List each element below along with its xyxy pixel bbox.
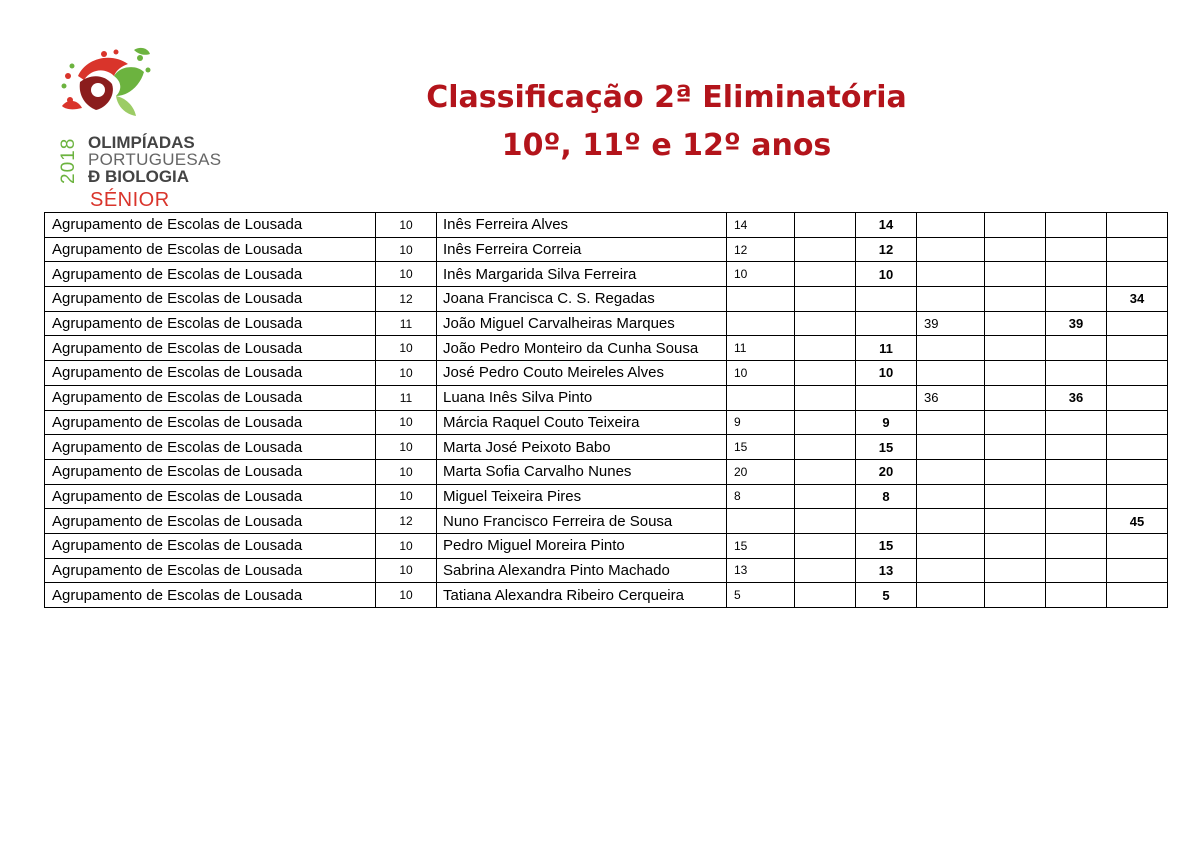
total-round2-cell (1046, 410, 1107, 435)
student-name-cell: Sabrina Alexandra Pinto Machado (437, 558, 727, 583)
total-round3-cell (1107, 262, 1168, 287)
student-name-cell: Luana Inês Silva Pinto (437, 385, 727, 410)
logo-line-2: PORTUGUESAS (88, 150, 222, 169)
score-round2-cell: 36 (917, 385, 985, 410)
total-round1-cell: 13 (856, 558, 917, 583)
total-round3-cell (1107, 385, 1168, 410)
year-cell: 10 (376, 237, 437, 262)
empty-cell (795, 410, 856, 435)
table-row (45, 583, 1168, 608)
empty-cell (985, 262, 1046, 287)
total-round3-cell (1107, 361, 1168, 386)
total-round2-cell: 39 (1046, 311, 1107, 336)
total-round1-cell: 15 (856, 533, 917, 558)
total-round3-cell (1107, 583, 1168, 608)
student-name-cell: Inês Margarida Silva Ferreira (437, 262, 727, 287)
table-row (45, 213, 1168, 238)
total-round2-cell (1046, 558, 1107, 583)
results-table-body (45, 213, 1168, 608)
empty-cell (795, 361, 856, 386)
school-cell: Agrupamento de Escolas de Lousada (45, 533, 376, 558)
year-cell: 10 (376, 361, 437, 386)
year-cell: 10 (376, 484, 437, 509)
empty-cell (985, 558, 1046, 583)
year-cell: 11 (376, 385, 437, 410)
total-round2-cell (1046, 336, 1107, 361)
year-cell: 12 (376, 509, 437, 534)
total-round3-cell: 45 (1107, 509, 1168, 534)
empty-cell (985, 213, 1046, 238)
total-round2-cell (1046, 484, 1107, 509)
total-round3-cell (1107, 533, 1168, 558)
student-name-cell: José Pedro Couto Meireles Alves (437, 361, 727, 386)
score-round2-cell (917, 361, 985, 386)
score-round1-cell: 15 (727, 435, 795, 460)
total-round1-cell: 10 (856, 361, 917, 386)
score-round2-cell (917, 262, 985, 287)
student-name-cell: Márcia Raquel Couto Teixeira (437, 410, 727, 435)
score-round1-cell (727, 287, 795, 312)
student-name-cell: Nuno Francisco Ferreira de Sousa (437, 509, 727, 534)
logo-line-1: OLIMPÍADAS (88, 133, 195, 152)
total-round2-cell: 36 (1046, 385, 1107, 410)
score-round1-cell (727, 385, 795, 410)
total-round2-cell (1046, 287, 1107, 312)
total-round1-cell: 14 (856, 213, 917, 238)
total-round1-cell: 15 (856, 435, 917, 460)
total-round3-cell (1107, 435, 1168, 460)
total-round1-cell: 12 (856, 237, 917, 262)
logo-emblem-icon (56, 46, 156, 122)
score-round2-cell (917, 410, 985, 435)
empty-cell (985, 484, 1046, 509)
total-round1-cell (856, 287, 917, 312)
empty-cell (795, 509, 856, 534)
total-round1-cell (856, 311, 917, 336)
empty-cell (985, 237, 1046, 262)
score-round1-cell (727, 509, 795, 534)
student-name-cell: Marta Sofia Carvalho Nunes (437, 459, 727, 484)
school-cell: Agrupamento de Escolas de Lousada (45, 311, 376, 336)
empty-cell (795, 287, 856, 312)
score-round2-cell (917, 484, 985, 509)
total-round2-cell (1046, 435, 1107, 460)
school-cell: Agrupamento de Escolas de Lousada (45, 287, 376, 312)
table-row (45, 435, 1168, 460)
total-round3-cell (1107, 484, 1168, 509)
school-cell: Agrupamento de Escolas de Lousada (45, 484, 376, 509)
total-round1-cell (856, 385, 917, 410)
total-round2-cell (1046, 361, 1107, 386)
student-name-cell: Pedro Miguel Moreira Pinto (437, 533, 727, 558)
empty-cell (795, 336, 856, 361)
score-round1-cell: 8 (727, 484, 795, 509)
year-cell: 11 (376, 311, 437, 336)
empty-cell (795, 459, 856, 484)
empty-cell (985, 336, 1046, 361)
total-round1-cell: 5 (856, 583, 917, 608)
table-row (45, 237, 1168, 262)
year-cell: 10 (376, 533, 437, 558)
total-round2-cell (1046, 583, 1107, 608)
olympiad-logo (56, 46, 231, 210)
year-cell: 10 (376, 213, 437, 238)
year-cell: 12 (376, 287, 437, 312)
table-row (45, 336, 1168, 361)
score-round1-cell: 20 (727, 459, 795, 484)
total-round3-cell (1107, 336, 1168, 361)
school-cell: Agrupamento de Escolas de Lousada (45, 385, 376, 410)
score-round1-cell: 13 (727, 558, 795, 583)
school-cell: Agrupamento de Escolas de Lousada (45, 509, 376, 534)
empty-cell (985, 361, 1046, 386)
logo-wordmark (88, 134, 221, 185)
empty-cell (985, 509, 1046, 534)
total-round2-cell (1046, 459, 1107, 484)
total-round3-cell (1107, 410, 1168, 435)
student-name-cell: João Pedro Monteiro da Cunha Sousa (437, 336, 727, 361)
total-round3-cell (1107, 459, 1168, 484)
logo-senior: SÉNIOR (90, 189, 170, 211)
school-cell: Agrupamento de Escolas de Lousada (45, 435, 376, 460)
table-row (45, 287, 1168, 312)
total-round2-cell (1046, 509, 1107, 534)
page-subtitle: 10º, 11º e 12º anos (501, 128, 832, 163)
score-round1-cell: 10 (727, 262, 795, 287)
year-cell: 10 (376, 410, 437, 435)
table-row (45, 385, 1168, 410)
empty-cell (795, 435, 856, 460)
empty-cell (795, 533, 856, 558)
score-round1-cell: 10 (727, 361, 795, 386)
table-row (45, 533, 1168, 558)
empty-cell (795, 558, 856, 583)
school-cell: Agrupamento de Escolas de Lousada (45, 558, 376, 583)
empty-cell (985, 385, 1046, 410)
student-name-cell: Tatiana Alexandra Ribeiro Cerqueira (437, 583, 727, 608)
empty-cell (985, 583, 1046, 608)
year-cell: 10 (376, 583, 437, 608)
total-round2-cell (1046, 213, 1107, 238)
student-name-cell: João Miguel Carvalheiras Marques (437, 311, 727, 336)
empty-cell (985, 287, 1046, 312)
empty-cell (985, 410, 1046, 435)
score-round2-cell (917, 213, 985, 238)
page-title: Classificação 2ª Eliminatória (426, 80, 907, 115)
total-round1-cell: 20 (856, 459, 917, 484)
table-row (45, 361, 1168, 386)
total-round3-cell (1107, 237, 1168, 262)
score-round2-cell (917, 583, 985, 608)
score-round2-cell (917, 509, 985, 534)
school-cell: Agrupamento de Escolas de Lousada (45, 237, 376, 262)
school-cell: Agrupamento de Escolas de Lousada (45, 583, 376, 608)
table-row (45, 558, 1168, 583)
empty-cell (795, 262, 856, 287)
student-name-cell: Inês Ferreira Correia (437, 237, 727, 262)
student-name-cell: Inês Ferreira Alves (437, 213, 727, 238)
score-round2-cell (917, 558, 985, 583)
year-cell: 10 (376, 336, 437, 361)
total-round3-cell (1107, 213, 1168, 238)
score-round2-cell (917, 287, 985, 312)
total-round2-cell (1046, 533, 1107, 558)
school-cell: Agrupamento de Escolas de Lousada (45, 262, 376, 287)
total-round3-cell (1107, 558, 1168, 583)
logo-line-3: Ð BIOLOGIA (88, 167, 190, 186)
results-table (44, 212, 1168, 608)
year-cell: 10 (376, 459, 437, 484)
score-round1-cell: 11 (727, 336, 795, 361)
score-round1-cell (727, 311, 795, 336)
empty-cell (985, 459, 1046, 484)
school-cell: Agrupamento de Escolas de Lousada (45, 336, 376, 361)
table-row (45, 459, 1168, 484)
total-round2-cell (1046, 262, 1107, 287)
score-round2-cell (917, 533, 985, 558)
score-round1-cell: 15 (727, 533, 795, 558)
score-round2-cell (917, 336, 985, 361)
empty-cell (795, 583, 856, 608)
school-cell: Agrupamento de Escolas de Lousada (45, 213, 376, 238)
total-round2-cell (1046, 237, 1107, 262)
school-cell: Agrupamento de Escolas de Lousada (45, 459, 376, 484)
score-round2-cell (917, 459, 985, 484)
table-row (45, 262, 1168, 287)
total-round1-cell: 11 (856, 336, 917, 361)
score-round2-cell (917, 237, 985, 262)
student-name-cell: Miguel Teixeira Pires (437, 484, 727, 509)
student-name-cell: Joana Francisca C. S. Regadas (437, 287, 727, 312)
table-row (45, 484, 1168, 509)
school-cell: Agrupamento de Escolas de Lousada (45, 361, 376, 386)
total-round1-cell: 9 (856, 410, 917, 435)
total-round1-cell: 8 (856, 484, 917, 509)
empty-cell (795, 311, 856, 336)
school-cell: Agrupamento de Escolas de Lousada (45, 410, 376, 435)
score-round1-cell: 5 (727, 583, 795, 608)
empty-cell (795, 484, 856, 509)
score-round1-cell: 12 (727, 237, 795, 262)
total-round1-cell: 10 (856, 262, 917, 287)
empty-cell (985, 435, 1046, 460)
student-name-cell: Marta José Peixoto Babo (437, 435, 727, 460)
empty-cell (795, 213, 856, 238)
total-round1-cell (856, 509, 917, 534)
year-cell: 10 (376, 558, 437, 583)
logo-year: 2018 (58, 137, 79, 184)
table-row (45, 509, 1168, 534)
year-cell: 10 (376, 435, 437, 460)
total-round3-cell: 34 (1107, 287, 1168, 312)
empty-cell (795, 385, 856, 410)
score-round1-cell: 14 (727, 213, 795, 238)
year-cell: 10 (376, 262, 437, 287)
table-row (45, 410, 1168, 435)
score-round2-cell: 39 (917, 311, 985, 336)
score-round2-cell (917, 435, 985, 460)
empty-cell (985, 311, 1046, 336)
total-round3-cell (1107, 311, 1168, 336)
score-round1-cell: 9 (727, 410, 795, 435)
empty-cell (795, 237, 856, 262)
table-row (45, 311, 1168, 336)
empty-cell (985, 533, 1046, 558)
